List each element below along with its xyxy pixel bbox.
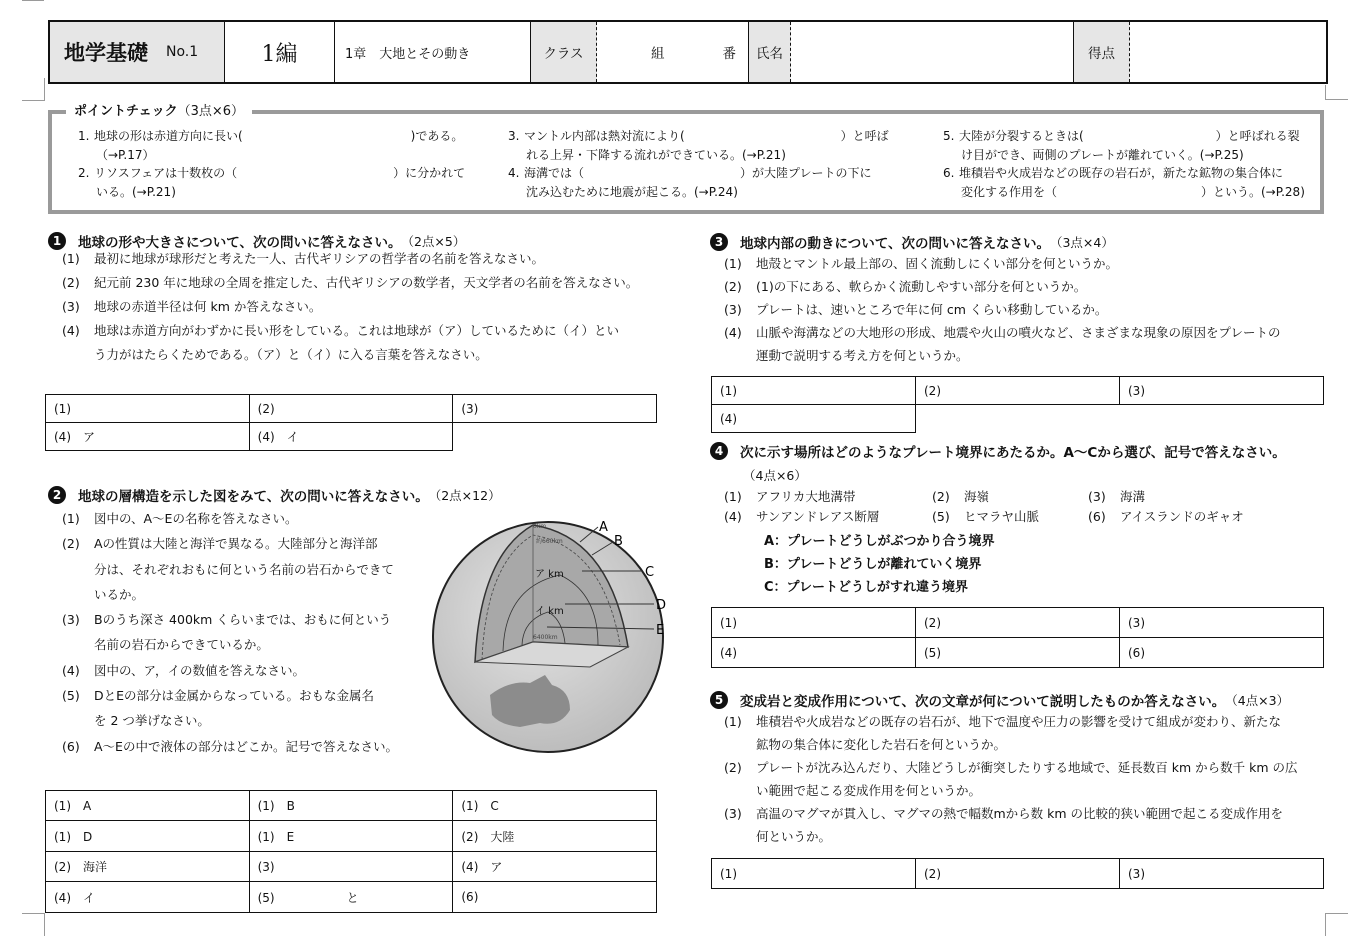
question: (4) 図中の、ア，イの数値を答えなさい。 — [62, 662, 306, 678]
section-3-answer-table — [711, 376, 1324, 433]
question-continuation: 分は、それぞれおもに何という名前の岩石からできて — [94, 561, 394, 577]
section-5-answer-table — [711, 858, 1324, 889]
crop-mark — [22, 913, 45, 936]
class-unit: 組 — [651, 46, 665, 62]
depth-label-center: 6400km — [533, 634, 558, 641]
question-continuation: を 2 つ挙げなさい。 — [94, 713, 210, 729]
section-points: （2点×5） — [401, 234, 466, 249]
question: (3) Bのうち深さ 400km くらいまでは、おもに何という — [62, 612, 392, 628]
empty-cell — [916, 405, 1120, 433]
section-points: （2点×12） — [428, 488, 501, 503]
section-points: （4点×3） — [1225, 693, 1290, 708]
answer-cell[interactable]: (1) — [712, 608, 916, 638]
answer-cell[interactable]: (3) — [249, 852, 453, 882]
question: (2) (1)の下にある、軟らかく流動しやすい部分を何というか。 — [724, 279, 1087, 294]
depth-label-660km: 約660km — [536, 538, 563, 545]
section-number-badge: 1 — [48, 232, 66, 250]
choice-a: A：プレートどうしがぶつかり合う境界 — [764, 534, 995, 549]
answer-cell[interactable]: (4) — [712, 638, 916, 668]
volume-label: 1編 — [261, 41, 298, 67]
answer-cell[interactable]: (6) — [453, 882, 657, 913]
section-4-places — [724, 487, 1244, 527]
layer-label-c: C — [645, 565, 655, 580]
answer-cell[interactable]: (1) — [46, 395, 250, 423]
depth-label-i: イ km — [535, 606, 564, 617]
layer-label-e: E — [656, 623, 665, 638]
empty-cell — [453, 423, 657, 451]
section-number-badge: 5 — [710, 691, 728, 709]
answer-cell[interactable]: (2) — [916, 377, 1120, 405]
point-check-item: 4. 海溝では（ ）が大陸プレートの下に 沈み込むために地震が起こる。(→P.24) — [508, 166, 872, 199]
section-title: 変成岩と変成作用について、次の文章が何について説明したものか答えなさい。 — [740, 694, 1226, 710]
section-4-heading — [710, 441, 1286, 461]
answer-cell[interactable]: (4) イ — [249, 423, 453, 451]
section-title: 次に示す場所はどのようなプレート境界にあたるか。A～Cから選び、記号で答えなさい。 — [740, 445, 1286, 461]
answer-cell[interactable]: (1) C — [453, 791, 657, 821]
section-2-answer-table — [45, 790, 657, 913]
volume-cell — [225, 22, 335, 82]
place-item: (2) 海嶺 — [932, 489, 990, 504]
question: (3) 地球の赤道半径は何 km か答えなさい。 — [62, 299, 322, 314]
section-number-badge: 4 — [710, 442, 728, 460]
answer-cell[interactable]: (4) ア — [46, 423, 250, 451]
question: (1) 堆積岩や火成岩などの既存の岩石が、地下で温度や圧力の影響を受けて組成が変わり、新たな — [724, 714, 1282, 729]
answer-cell[interactable]: (3) — [1120, 608, 1324, 638]
layer-label-b: B — [614, 534, 623, 549]
question-continuation: う力がはたらくためである。（ア）と（イ）に入る言葉を答えなさい。 — [94, 347, 488, 362]
section-1-questions — [62, 247, 672, 367]
question: (6) A～Eの中で液体の部分はどこか。記号で答えなさい。 — [62, 738, 398, 754]
answer-cell[interactable]: (4) イ — [46, 882, 250, 913]
class-field[interactable] — [597, 22, 749, 82]
score-field[interactable] — [1130, 22, 1326, 82]
question: (1) 図中の、A～Eの名称を答えなさい。 — [62, 511, 298, 526]
question-continuation: 名前の岩石からできているか。 — [94, 637, 269, 653]
section-5-heading — [710, 690, 1289, 710]
answer-cell[interactable]: (3) — [1120, 377, 1324, 405]
chapter-cell — [335, 22, 531, 82]
section-1-answer-table — [45, 394, 657, 451]
section-2-heading — [48, 485, 501, 505]
answer-cell[interactable]: (1) B — [249, 791, 453, 821]
question: (4) 山脈や海溝などの大地形の形成、地震や火山の噴火など、さまざまな現象の原因をプレートの — [724, 325, 1281, 340]
crop-mark — [1325, 913, 1348, 936]
answer-cell[interactable]: (3) — [1120, 859, 1324, 889]
name-label: 氏名 — [756, 46, 783, 62]
place-item: (3) 海溝 — [1088, 489, 1146, 504]
question: (2) 紀元前 230 年に地球の全周を推定した、古代ギリシアの数学者，天文学者の名前を答えなさい。 — [62, 275, 639, 290]
answer-cell[interactable]: (2) — [249, 395, 453, 423]
point-check-points: （3点×6） — [177, 104, 245, 119]
question-continuation: い範囲で起こる変成作用を何というか。 — [756, 783, 982, 798]
answer-cell[interactable]: (5) — [916, 638, 1120, 668]
answer-cell[interactable]: (2) 海洋 — [46, 852, 250, 882]
answer-cell[interactable]: (1) E — [249, 821, 453, 852]
question-continuation: 鉱物の集合体に変化した岩石を何というか。 — [756, 737, 1007, 752]
choice-b: B：プレートどうしが離れていく境界 — [764, 557, 982, 572]
name-field[interactable] — [791, 22, 1074, 82]
question: (1) 地殻とマントル最上部の、固く流動しにくい部分を何というか。 — [724, 256, 1119, 271]
layer-label-d: D — [656, 598, 667, 613]
layer-label-a: A — [599, 520, 608, 535]
class-label: クラス — [543, 46, 584, 62]
section-number-badge: 3 — [710, 233, 728, 251]
answer-cell[interactable]: (3) — [453, 395, 657, 423]
place-item: (6) アイスランドのギャオ — [1088, 509, 1244, 524]
section-title: 地球内部の動きについて、次の問いに答えなさい。 — [740, 236, 1050, 252]
question: (5) DとEの部分は金属からなっている。おもな金属名 — [62, 688, 375, 704]
class-label-cell — [531, 22, 597, 82]
chapter-label: 1章 大地とその動き — [345, 46, 471, 62]
empty-cell — [1120, 405, 1324, 433]
section-3-questions — [724, 252, 1334, 367]
section-points: （3点×4） — [1049, 235, 1114, 250]
point-check-item: 3. マントル内部は熱対流により( ）と呼ば れる上昇・下降する流れができている。(→P.21) — [508, 129, 889, 162]
answer-cell[interactable]: (2) — [916, 608, 1120, 638]
question-continuation: 何というか。 — [756, 829, 832, 844]
point-check-item: 2. リソスフェアは十数枚の（ ）に分かれて いる。(→P.21) — [78, 166, 466, 199]
score-label-cell — [1074, 22, 1130, 82]
crop-mark — [22, 78, 45, 101]
section-points: （4点×6） — [743, 468, 807, 483]
subject-cell — [50, 22, 225, 82]
subject-title: 地学基礎 — [64, 41, 148, 65]
point-check-title: ポイントチェック（3点×6） — [66, 100, 252, 119]
section-5-questions — [724, 710, 1334, 848]
question: (2) Aの性質は大陸と海洋で異なる。大陸部分と海洋部 — [62, 536, 378, 552]
question: (2) プレートが沈み込んだり、大陸どうしが衝突したりする地域で、延長数百 km から数千 km の広 — [724, 760, 1298, 775]
question: (4) 地球は赤道方向がわずかに長い形をしている。これは地球が（ア）しているために（イ）とい — [62, 323, 620, 338]
choice-c: C：プレートどうしがすれ違う境界 — [764, 580, 969, 595]
seat-unit: 番 — [722, 46, 736, 62]
answer-cell[interactable]: (2) 大陸 — [453, 821, 657, 852]
question: (3) 高温のマグマが貫入し、マグマの熱で幅数mから数 km の比較的狭い範囲で起こる変成作用を — [724, 806, 1284, 821]
answer-cell[interactable]: (1) A — [46, 791, 250, 821]
name-label-cell — [749, 22, 791, 82]
place-item: (1) アフリカ大地溝帯 — [724, 489, 856, 504]
answer-cell[interactable]: (1) D — [46, 821, 250, 852]
section-3-heading — [710, 232, 1114, 252]
answer-cell[interactable]: (5) と — [249, 882, 453, 913]
section-4-choices — [764, 530, 995, 599]
worksheet-header — [48, 20, 1328, 84]
crop-mark — [1325, 85, 1348, 100]
section-2-questions — [62, 506, 422, 759]
place-item: (5) ヒマラヤ山脈 — [932, 509, 1040, 524]
earth-structure-diagram — [420, 515, 680, 755]
depth-label-a: ア km — [535, 569, 564, 580]
score-label: 得点 — [1088, 46, 1115, 62]
answer-cell[interactable]: (4) — [712, 405, 916, 433]
section-number-badge: 2 — [48, 486, 66, 504]
section-title: 地球の形や大きさについて、次の問いに答えなさい。 — [78, 235, 402, 251]
answer-cell[interactable]: (6) — [1120, 638, 1324, 668]
question-continuation: いるか。 — [94, 586, 145, 602]
answer-cell[interactable]: (2) — [916, 859, 1120, 889]
place-item: (4) サンアンドレアス断層 — [724, 509, 880, 524]
crop-mark — [22, 0, 44, 1]
section-title: 地球の層構造を示した図をみて、次の問いに答えなさい。 — [78, 489, 429, 505]
section-4-answer-table — [711, 607, 1324, 668]
point-check-item: 6. 堆積岩や火成岩などの既存の岩石が，新たな鉱物の集合体に 変化する作用を（ ）という。(→P.28) — [943, 166, 1305, 199]
answer-cell[interactable]: (1) — [712, 377, 916, 405]
answer-cell[interactable]: (4) ア — [453, 852, 657, 882]
sheet-number: No.1 — [166, 44, 199, 60]
answer-cell[interactable]: (1) — [712, 859, 916, 889]
question: (1) 最初に地球が球形だと考えた一人、古代ギリシアの哲学者の名前を答えなさい。 — [62, 251, 545, 266]
depth-label-0km: 0km — [533, 523, 547, 530]
question-continuation: 運動で説明する考え方を何というか。 — [756, 348, 969, 363]
point-check-item: 1. 地球の形は赤道方向に長い( )である。 （→P.17） — [78, 129, 464, 162]
question: (3) プレートは、速いところで年に何 cm くらい移動しているか。 — [724, 302, 1108, 317]
point-check-item: 5. 大陸が分裂するときは( ）と呼ばれる裂 け目ができ、両側のプレートが離れていく。(→P.25) — [943, 129, 1300, 162]
